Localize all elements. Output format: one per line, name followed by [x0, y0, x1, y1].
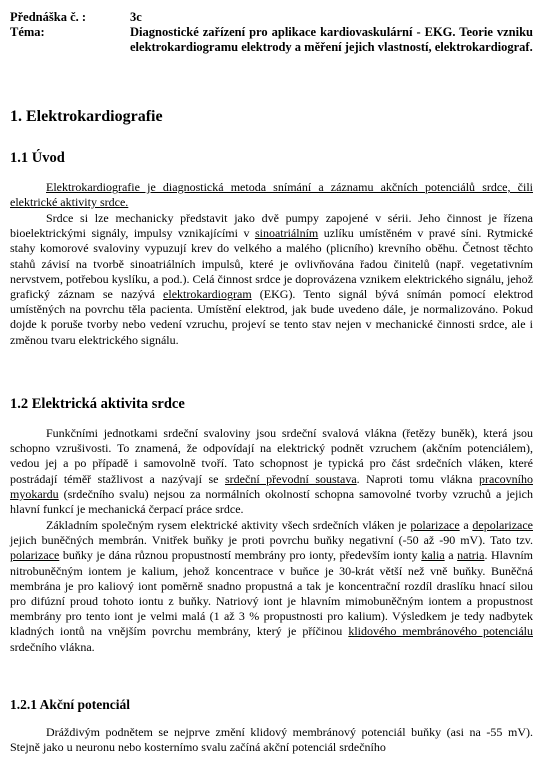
underlined-term: polarizace [10, 548, 60, 563]
text-span: (srdečního svalu) nejsou za normálních okolností schopna samovolné tvorby vzruchů a jejich hlavní funkcí je mechanická čerpací práce srdce. [10, 486, 533, 517]
text-span: Funkčními jednotkami srdeční svaloviny jsou srdeční svalová vlákna (řetězy buněk), která jsou schopno vzrušivosti. To znamená, že odpovídají na elektrický podnět vzruchem (akčním potenciálem), vedou jej a po případě i samovolně tvoří. Tato schopnost je typická pro část srdečních vláken, které postrádají téměř stažlivost a nazývají se [10, 426, 533, 486]
underlined-term: sinoatriálním [254, 226, 319, 241]
action-potential-paragraph: Dráždivým podnětem se nejprve změní klidový membránový potenciál buňky (asi na -55 mV). Stejně jako u neuronu nebo kosternímo svalu začíná akční potenciál srdečního [10, 725, 533, 755]
topic-row [10, 25, 533, 55]
text-span: a [459, 518, 473, 532]
underlined-term: pracovního myokardu [10, 471, 533, 501]
underlined-term: elektrokardiogram [163, 287, 252, 302]
text-span: . Naproti tomu vlákna [356, 471, 480, 486]
topic-label: Téma: [10, 25, 45, 39]
text-span: Základním společným rysem elektrické aktivity všech srdečních vláken je [46, 518, 411, 532]
activity-paragraph-1 [10, 426, 533, 517]
text-span: (EKG). Tento signál bývá snímán pomocí elektrod umístěných na povrchu těla pacienta. Umístění elektrod, jak bude uvedeno dále, je normalizováno. Pokud dojde k poruše tvorby nebo vedení vzruchu, projeví se tento stav nejen v mechanické činnosti srdce, ale i změnou tvaru elektrického signálu. [10, 287, 533, 347]
lecture-header [10, 10, 533, 55]
underlined-term: polarizace [410, 518, 460, 532]
activity-paragraph-2 [10, 518, 533, 655]
section-heading-elektricka-aktivita: 1.2 Elektrická aktivita srdce [10, 396, 185, 412]
text-span: buňky je dána různou propustností membrány pro ionty, především ionty [59, 548, 422, 563]
underlined-term: kalia [421, 548, 445, 563]
section-heading-elektrokardiografie: 1. Elektrokardiografie [10, 108, 163, 125]
text-span: jejich buněčných membrán. Vnitřek buňky je proti povrchu buňky negativní (-50 až -90 mV). Tato tzv. [10, 533, 533, 548]
intro-paragraph-2 [10, 211, 533, 348]
lecture-number: 3c [130, 10, 142, 24]
text-span: Srdce si lze mechanicky představit jako dvě pumpy zapojené v sérii. Jeho činnost je řízena bioelektrickými signály, impulsy vznikajícími v [10, 211, 533, 241]
text-span: a [444, 548, 458, 563]
text-span: srdečního vlákna. [10, 639, 95, 654]
underlined-term: srdeční převodní soustava [225, 471, 357, 486]
topic-text: Diagnostické zařízení pro aplikace kardiovaskulární - EKG. Teorie vzniku elektrokardiogramu elektrody a měření jejich vlastností, elektrokardiograf. [130, 25, 533, 54]
intro-paragraph-1 [10, 180, 533, 210]
underlined-term: natria [457, 548, 485, 563]
underlined-term: depolarizace [472, 518, 533, 532]
definition-text: Elektrokardiografie je diagnostická metoda snímání a záznamu akčních potenciálů srdce, čili elektrické aktivity srdce. [10, 180, 533, 210]
lecture-label: Přednáška č. : [10, 10, 87, 24]
underlined-term: klidového membránového potenciálu [348, 624, 533, 639]
text-span: uzlíku umístěném v pravé síni. Rytmické stahy komorové svaloviny vypuzují krev do velkého a malého (plicního) krevního oběhu. Četnost těchto stahů závisí na tvorbě sinoatriálních impulsů, které je ovlivňována řadou činitelů (např. vegetativním nervstvem, potřebou kyslíku, a pod.). Celá činnost srdce je doprovázena vznikem elektrického signálu, jehož grafický záznam se nazývá [10, 226, 533, 302]
section-heading-uvod: 1.1 Úvod [10, 150, 65, 166]
text-span: . Hlavním nitrobuněčným iontem je kalium, jehož koncentrace v buňce je 30-krát větší než vně buňky. Buněčná membrána je pro kaliový iont poměrně snadno propustná a tak je koncentrační rozdíl draslíku hnací silou pro difúzní proud tohoto iontu z buňky. Natriový iont je hlavním mimobuněčným iontem a propustnost membrány pro tento iont je velmi malá (1 až 3 % propustnosti pro kalium). Výsledkem je tedy nadbytek kladných iontů na vnějším povrchu membrány, který je příčinou [10, 548, 534, 639]
section-heading-akcni-potencial: 1.2.1 Akční potenciál [10, 697, 131, 712]
lecture-number-row [10, 10, 533, 25]
